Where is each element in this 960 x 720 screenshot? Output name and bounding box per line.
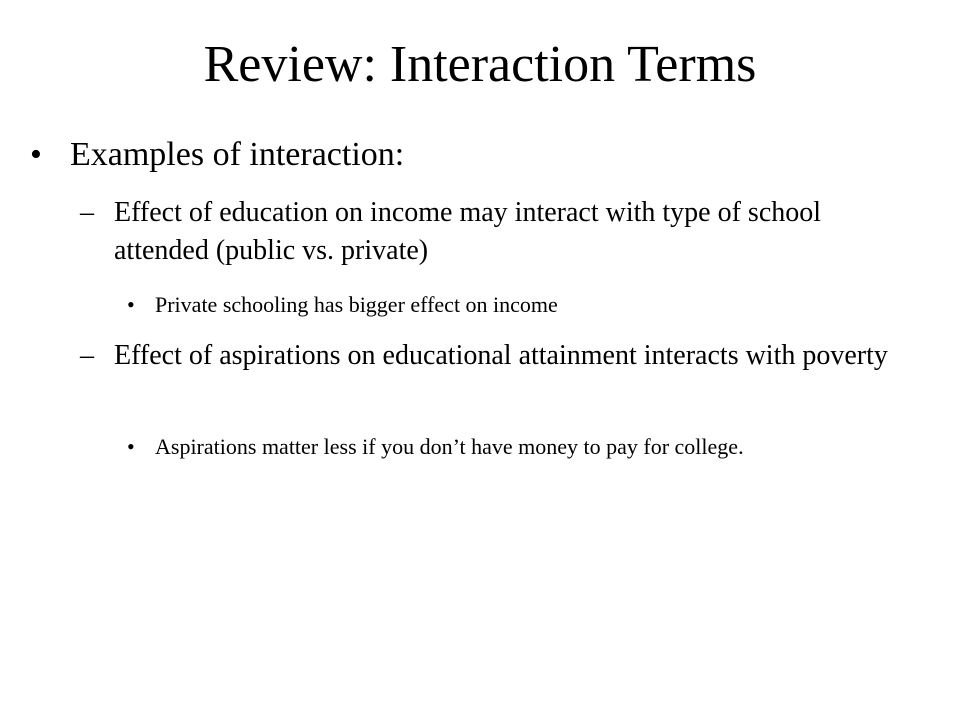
detail-bullet-private-schooling — [127, 290, 917, 320]
sub-bullet-education — [80, 194, 920, 270]
sub-bullet-text: Effect of education on income may interact with type of school attended (public vs. private) — [114, 197, 822, 266]
sub-bullet-text: Effect of aspirations on educational attainment interacts with poverty — [114, 340, 888, 371]
detail-bullet-money — [127, 432, 917, 462]
detail-bullet-text: Private schooling has bigger effect on income — [155, 292, 558, 317]
bullet-marker: • — [30, 136, 42, 173]
bullet-marker: • — [127, 434, 135, 459]
sub-bullet-aspirations — [80, 337, 920, 375]
slide-title: Review: Interaction Terms — [203, 36, 757, 93]
bullet-marker: • — [127, 292, 135, 317]
detail-bullet-text: Aspirations matter less if you don’t have money to pay for college. — [155, 434, 744, 459]
dash-marker: – — [80, 197, 94, 228]
main-bullet-text: Examples of interaction: — [70, 136, 405, 173]
dash-marker: – — [80, 340, 94, 371]
